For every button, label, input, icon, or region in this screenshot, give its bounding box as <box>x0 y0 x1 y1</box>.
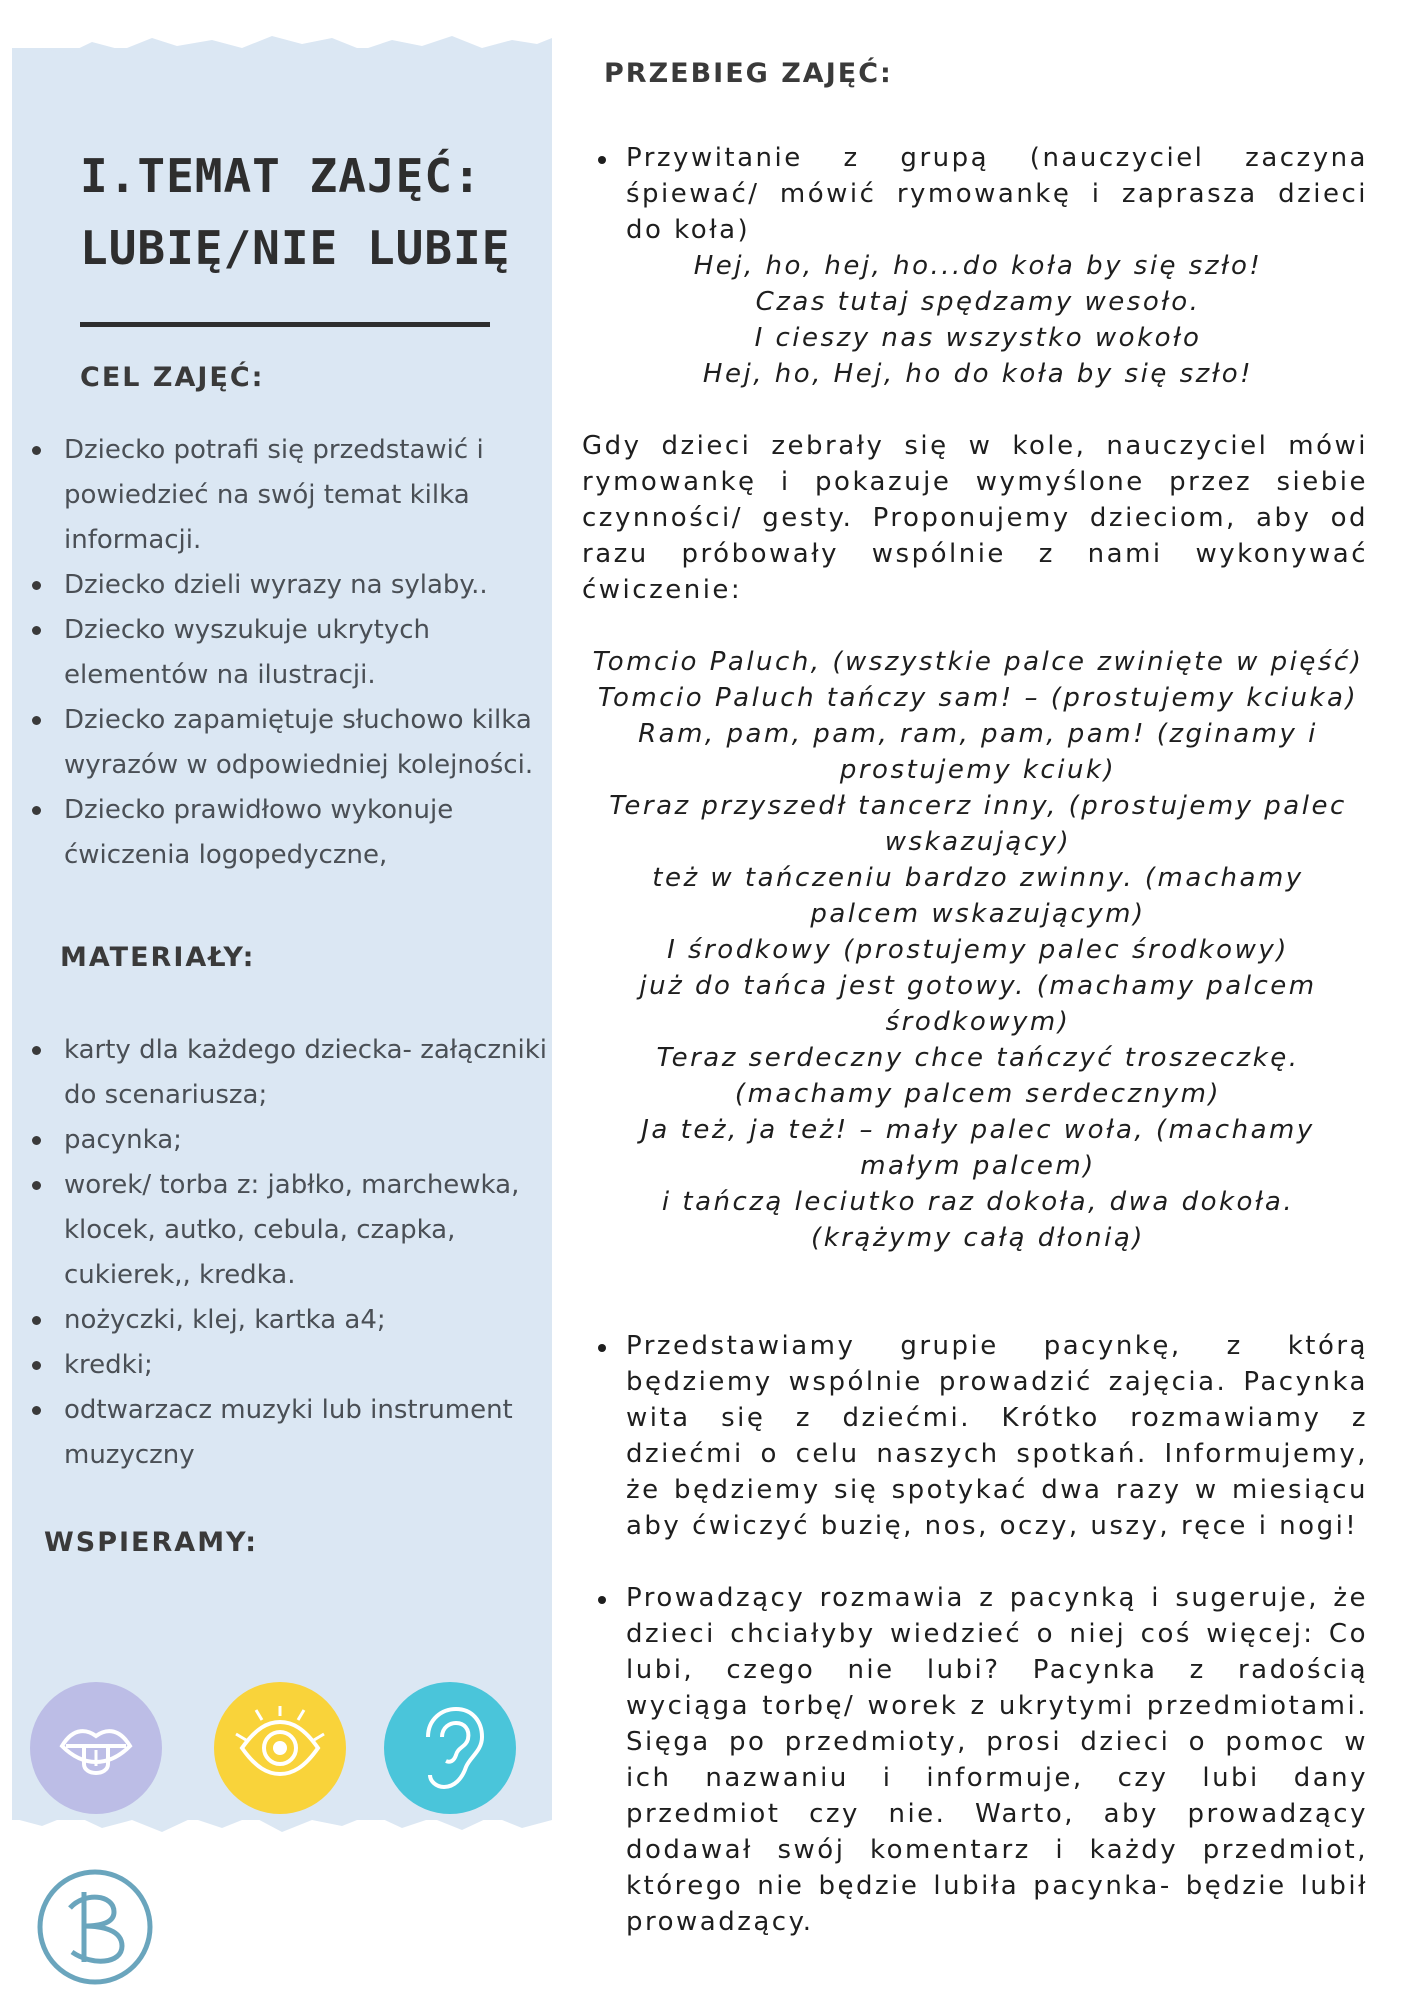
puppet-intro-line: aby ćwiczyć buzię, nos, oczy, uszy, ręce i nogi! <box>626 1511 1359 1541</box>
material-item <box>30 1118 550 1163</box>
goals-heading: CEL ZAJĘĆ: <box>80 362 265 393</box>
lesson-title-line1: I.TEMAT ZAJĘĆ: <box>80 149 482 203</box>
goal-item <box>30 563 550 608</box>
finger-rhyme-line: wskazujący) <box>884 827 1072 857</box>
finger-rhyme-line: Teraz przyszedł tancerz inny, (prostujemy palec <box>609 791 1347 821</box>
paragraph-line: razu próbowały wspólnie z nami wykonywać <box>582 539 1368 569</box>
puppet-talk-line: wyciąga torbę/ worek z ukrytymi przedmiotami. <box>626 1691 1368 1721</box>
material-item <box>30 1298 550 1343</box>
greeting-line: śpiewać/ mówić rymowankę i zaprasza dzieci <box>626 179 1368 209</box>
finger-rhyme <box>582 644 1374 1256</box>
material-item-line: muzyczny <box>64 1440 195 1470</box>
materials-list <box>30 1028 550 1478</box>
torn-edge-top <box>12 34 552 74</box>
ear-icon <box>384 1682 516 1814</box>
finger-rhyme-line: środkowym) <box>885 1007 1071 1037</box>
material-item <box>30 1343 550 1388</box>
finger-rhyme-line: Ja też, ja też! – mały palec woła, (machamy <box>641 1115 1315 1145</box>
puppet-intro-line: dziećmi o celu naszych spotkań. Informujemy, <box>626 1439 1368 1469</box>
puppet-talk-bullet <box>598 1596 606 1604</box>
greeting-line: do koła) <box>626 215 751 245</box>
goal-item <box>30 788 550 878</box>
puppet-talk-line: dodawał swój komentarz i każdy przedmiot, <box>626 1835 1368 1865</box>
paragraph-line: ćwiczenie: <box>582 575 743 605</box>
puppet-talk-line: dzieci chciałyby wiedzieć o niej coś więcej: Co <box>626 1619 1368 1649</box>
finger-rhyme-line: Tomcio Paluch, (wszystkie palce zwinięte w pięść) <box>592 647 1364 677</box>
material-item-line: karty dla każdego dziecka- załączniki <box>64 1035 548 1065</box>
goal-item <box>30 608 550 698</box>
finger-rhyme-line: Tomcio Paluch tańczy sam! – (prostujemy kciuka) <box>597 683 1359 713</box>
material-item-line: nożyczki, klej, kartka a4; <box>64 1305 386 1335</box>
puppet-talk-line: prowadzący. <box>626 1907 814 1937</box>
finger-rhyme-line: już do tańca jest gotowy. (machamy palcem <box>639 971 1317 1001</box>
material-item-line: klocek, autko, cebula, czapka, <box>64 1215 456 1245</box>
goal-item-line: Dziecko potrafi się przedstawić i <box>64 435 484 465</box>
puppet-talk-line: którego nie będzie lubiła pacynka- będzie lubił <box>626 1871 1368 1901</box>
puppet-intro-line: Przedstawiamy grupie pacynkę, z którą <box>626 1331 1368 1361</box>
course-heading: PRZEBIEG ZAJĘĆ: <box>604 58 893 89</box>
finger-rhyme-line: Ram, pam, pam, ram, pam, pam! (zginamy i <box>638 719 1318 749</box>
title-divider <box>80 322 490 327</box>
finger-rhyme-line: małym palcem) <box>860 1151 1096 1181</box>
rhyme-line: Hej, ho, hej, ho...do koła by się szło! <box>693 251 1263 281</box>
finger-rhyme-line: (machamy palcem serdecznym) <box>734 1079 1222 1109</box>
greeting-text <box>626 140 1368 248</box>
puppet-intro-line: wita się z dziećmi. Krótko rozmawiamy z <box>626 1403 1368 1433</box>
material-item <box>30 1388 550 1478</box>
finger-rhyme-line: prostujemy kciuk) <box>839 755 1117 785</box>
finger-rhyme-line: i tańczą leciutko raz dokoła, dwa dokoła. <box>661 1187 1295 1217</box>
material-item-line: kredki; <box>64 1350 153 1380</box>
puppet-intro-text <box>626 1328 1368 1544</box>
material-item-line: do scenariusza; <box>64 1080 268 1110</box>
puppet-talk-line: przedmiot czy nie. Warto, aby prowadzący <box>626 1799 1368 1829</box>
material-item-line: pacynka; <box>64 1125 182 1155</box>
finger-rhyme-line: też w tańczeniu bardzo zwinny. (machamy <box>652 863 1304 893</box>
goal-item-line: elementów na ilustracji. <box>64 660 376 690</box>
puppet-intro-bullet <box>598 1344 606 1352</box>
material-item <box>30 1028 550 1118</box>
finger-rhyme-line: (krążymy całą dłonią) <box>811 1223 1145 1253</box>
eye-icon <box>214 1682 346 1814</box>
finger-rhyme-line: palcem wskazującym) <box>810 899 1146 929</box>
greeting-rhyme <box>582 248 1374 392</box>
goal-item-line: ćwiczenia logopedyczne, <box>64 840 388 870</box>
puppet-talk-line: Prowadzący rozmawia z pacynką i sugeruje, że <box>626 1583 1368 1613</box>
finger-rhyme-line: Teraz serdeczny chce tańczyć troszeczkę. <box>656 1043 1300 1073</box>
lesson-title <box>80 140 540 284</box>
goal-item <box>30 698 550 788</box>
puppet-talk-line: ich nazwaniu i informuje, czy lubi dany <box>626 1763 1368 1793</box>
rhyme-line: Hej, ho, Hej, ho do koła by się szło! <box>702 359 1254 389</box>
brand-logo <box>36 1868 154 1986</box>
materials-heading: MATERIAŁY: <box>60 942 256 973</box>
course-paragraph <box>582 428 1368 608</box>
paragraph-line: rymowankę i pokazuje wymyślone przez siebie <box>582 467 1368 497</box>
puppet-talk-line: Sięga po przedmioty, prosi dzieci o pomoc w <box>626 1727 1368 1757</box>
puppet-intro-line: że będziemy się spotykać dwa razy w miesiącu <box>626 1475 1368 1505</box>
puppet-intro-line: będziemy wspólnie prowadzić zajęcia. Pacynka <box>626 1367 1368 1397</box>
mouth-tongue-icon <box>30 1682 162 1814</box>
goal-item-line: Dziecko wyszukuje ukrytych <box>64 615 430 645</box>
goal-item-line: Dziecko prawidłowo wykonuje <box>64 795 454 825</box>
puppet-talk-text <box>626 1580 1368 1940</box>
rhyme-line: Czas tutaj spędzamy wesoło. <box>755 287 1201 317</box>
puppet-talk-line: lubi, czego nie lubi? Pacynka z radością <box>626 1655 1368 1685</box>
material-item-line: cukierek,, kredka. <box>64 1260 296 1290</box>
lesson-title-line2: LUBIĘ/NIE LUBIĘ <box>80 221 511 275</box>
rhyme-line: I cieszy nas wszystko wokoło <box>754 323 1202 353</box>
material-item-line: odtwarzacz muzyki lub instrument <box>64 1395 513 1425</box>
goal-item-line: informacji. <box>64 525 202 555</box>
goal-item-line: wyrazów w odpowiedniej kolejności. <box>64 750 534 780</box>
goal-item-line: powiedzieć na swój temat kilka <box>64 480 470 510</box>
senses-icons <box>28 1682 528 1816</box>
finger-rhyme-line: I środkowy (prostujemy palec środkowy) <box>667 935 1289 965</box>
material-item <box>30 1163 550 1298</box>
paragraph-line: Gdy dzieci zebrały się w kole, nauczyciel mówi <box>582 431 1368 461</box>
greeting-bullet <box>598 156 606 164</box>
goal-item-line: Dziecko dzieli wyrazy na sylaby.. <box>64 570 488 600</box>
greeting-line: Przywitanie z grupą (nauczyciel zaczyna <box>626 143 1368 173</box>
support-heading: WSPIERAMY: <box>44 1527 259 1558</box>
goal-item <box>30 428 550 563</box>
goal-item-line: Dziecko zapamiętuje słuchowo kilka <box>64 705 532 735</box>
paragraph-line: czynności/ gesty. Proponujemy dzieciom, aby od <box>582 503 1368 533</box>
goals-list <box>30 428 550 878</box>
material-item-line: worek/ torba z: jabłko, marchewka, <box>64 1170 520 1200</box>
